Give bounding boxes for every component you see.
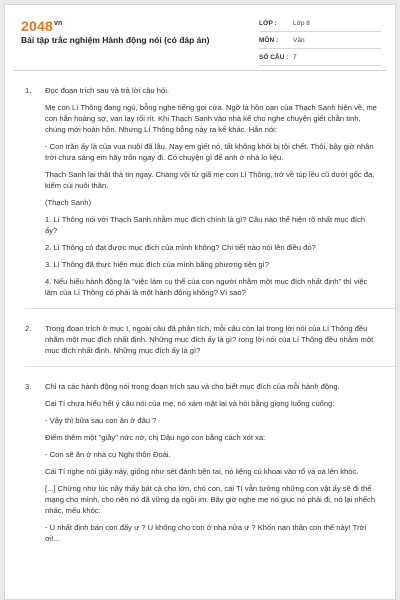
question-paragraph: - Con trăn ấy là của vua nuôi đã lâu. Nay em giết nó, tất không khỏi bị tội chết. Thôi, bây giờ nhân trời chưa sáng em hãy trốn ngay đi. Có chuyện gì để anh ở nhà lo liệu. bbox=[45, 142, 374, 162]
question-paragraph: Điếm thêm một "giây" nức nở, chị Dậu ngó con bằng cách xót xa: bbox=[45, 433, 266, 442]
question-number: 1. bbox=[25, 86, 32, 95]
question-paragraph: - U nhất định bán con đấy ư ? U không cho con ở nhà nữa ư ? Khốn nạn thân con thế này! Trời ơi!... bbox=[45, 523, 367, 543]
meta-key: MÔN : bbox=[259, 36, 279, 44]
question-paragraph: 1. Lí Thông nói với Thạch Sanh nhằm mục đích chính là gì? Câu nào thể hiện rõ nhất mục đích ấy? bbox=[45, 215, 366, 235]
meta-value: Văn bbox=[293, 36, 305, 44]
question-divider bbox=[25, 308, 396, 309]
question-paragraph: Cái Tí nghe nói giãy nảy, giống như sét đánh bên tai, nó liệng củ khoai vào rổ và oà lên khóc. bbox=[45, 467, 359, 476]
question-paragraph: Cai Tí chưa hiểu hết ý câu nói của mẹ, nó xám mặt lại và hỏi bằng giọng luống cuống: bbox=[45, 399, 335, 408]
question-paragraph: 3. Lí Thông đã thực hiện mục đích của mình bằng phương tiện gì? bbox=[45, 260, 269, 269]
meta-row bbox=[259, 49, 381, 66]
question-item bbox=[25, 85, 377, 309]
question-paragraph: - Con sẽ ăn ở nhà cụ Nghị thôn Đoài. bbox=[45, 450, 171, 459]
question-paragraph: Thạch Sanh lại thật thà tin ngay. Chàng vội từ giã mẹ con Lí Thông, trở về túp lều cũ dưới gốc đa, kiếm củi nuôi thân. bbox=[45, 170, 375, 190]
document-header bbox=[13, 5, 387, 71]
question-item bbox=[25, 323, 377, 367]
meta-table bbox=[259, 15, 381, 66]
question-item bbox=[25, 381, 377, 544]
question-list bbox=[25, 85, 377, 550]
question-number: 3. bbox=[25, 382, 32, 391]
site-logo[interactable] bbox=[21, 18, 63, 34]
question-paragraph: [...] Chừng như lúc nãy thấy bát cả cho lớn, chó con, cái Tí vẫn tưởng những con vật ấy sẽ đi thế mạng cho mình, cho nên nó đã vững dạ ngồi im. Bây giờ nghe mẹ nó giục nó phải đi, nó lại nhếch nhác, mếu khóc: bbox=[45, 484, 376, 515]
question-paragraph: Chỉ ra các hành động nói trong đoạn trích sau và cho biết mục đích của mỗi hành động. bbox=[45, 382, 340, 391]
question-divider bbox=[25, 366, 396, 367]
logo-text[interactable]: 2048 bbox=[21, 18, 53, 34]
document-title: Bài tập trắc nghiệm Hành động nói (có đáp án) bbox=[21, 35, 210, 45]
question-paragraph: Mẹ con Lí Thông đang ngủ, bỗng nghe tiếng gọi cửa. Ngỡ là hồn oan của Thạch Sanh hiện về, mẹ con hắn hoảng sợ, van lạy rối rít. Khi Thạch Sanh vào nhà kể cho nghe chuyện giết chằn tinh, chúng mới hoàn hồn. Nhưng Lí Thông bỗng nảy ra kế khác. Hắn nói: bbox=[45, 103, 377, 134]
question-paragraph: 2. Lí Thông có đạt được mục đích của mình không? Chi tiết nào nói lên điều đó? bbox=[45, 243, 316, 252]
question-number: 2. bbox=[25, 324, 32, 333]
meta-key: SỐ CÂU : bbox=[259, 53, 289, 61]
question-paragraph: 4. Nếu hiểu hành động là "việc làm cụ thể của con người nhằm một mục đích nhất định" thì việc làm của Lí Thông có phải là một hành động không? Vì sao? bbox=[45, 277, 368, 297]
question-paragraph: (Thạch Sanh) bbox=[45, 198, 92, 207]
meta-row bbox=[259, 32, 381, 49]
question-paragraph: Đọc đoạn trích sau và trả lời câu hỏi. bbox=[45, 86, 170, 95]
meta-row bbox=[259, 15, 381, 32]
meta-key: LỚP : bbox=[259, 19, 277, 27]
meta-value: 7 bbox=[293, 53, 297, 61]
document-page bbox=[4, 4, 396, 600]
logo-suffix: vn bbox=[53, 20, 63, 28]
meta-value: Lớp 8 bbox=[293, 19, 310, 27]
question-paragraph: - Vậy thì bữa sau con ăn ở đâu ? bbox=[45, 416, 157, 425]
question-paragraph: Trong đoạn trích ở mục I, ngoài câu đã phân tích, mỗi câu còn lại trong lời nói của Lí Thông đều nhằm một mục đích nhất định. Những mục đích ấy là gì? rong lời nói của Lí Thông đều nhằm một mục đích nhất định. Những mục đích ấy là gì? bbox=[45, 324, 374, 355]
